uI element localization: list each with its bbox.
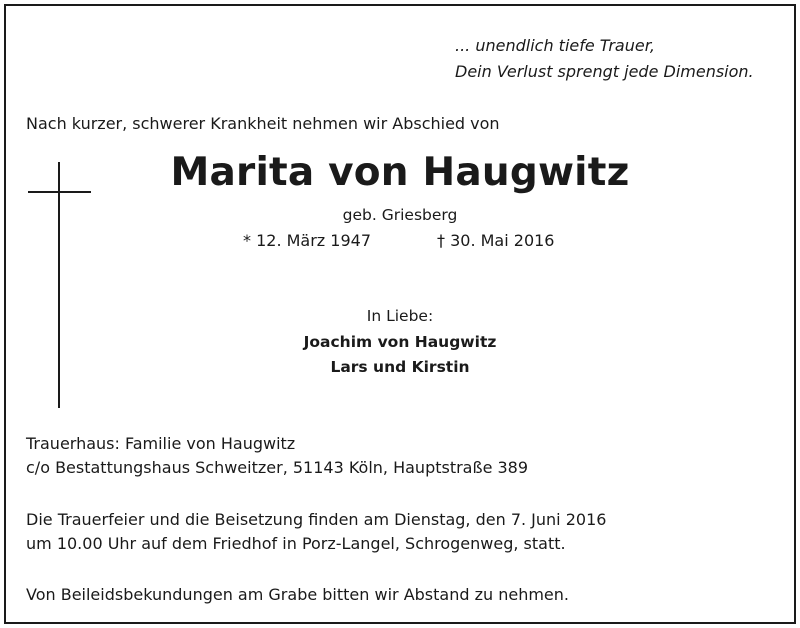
mourners-heading: In Liebe:: [366, 307, 434, 325]
funeral-line-1: Die Trauerfeier und die Beisetzung finden am Dienstag, den 7. Juni 2016: [26, 510, 607, 529]
deceased-name: Marita von Haugwitz: [170, 150, 630, 195]
quote-line-2: Dein Verlust sprengt jede Dimension.: [455, 62, 754, 81]
maiden-name: geb. Griesberg: [342, 206, 458, 224]
funeral-line-2: um 10.00 Uhr auf dem Friedhof in Porz-Langel, Schrogenweg, statt.: [26, 534, 566, 553]
intro-text: Nach kurzer, schwerer Krankheit nehmen wir Abschied von: [26, 114, 500, 133]
birth-date: * 12. März 1947: [243, 231, 372, 250]
quote-line-1: ... unendlich tiefe Trauer,: [455, 36, 655, 55]
death-date: † 30. Mai 2016: [437, 231, 555, 250]
closing-text: Von Beileidsbekundungen am Grabe bitten wir Abstand zu nehmen.: [26, 585, 569, 604]
address-line-2: c/o Bestattungshaus Schweitzer, 51143 Köln, Hauptstraße 389: [26, 458, 529, 477]
address-line-1: Trauerhaus: Familie von Haugwitz: [26, 434, 296, 453]
mourner-line-2: Lars und Kirstin: [330, 358, 470, 376]
mourner-line-1: Joachim von Haugwitz: [303, 333, 497, 351]
